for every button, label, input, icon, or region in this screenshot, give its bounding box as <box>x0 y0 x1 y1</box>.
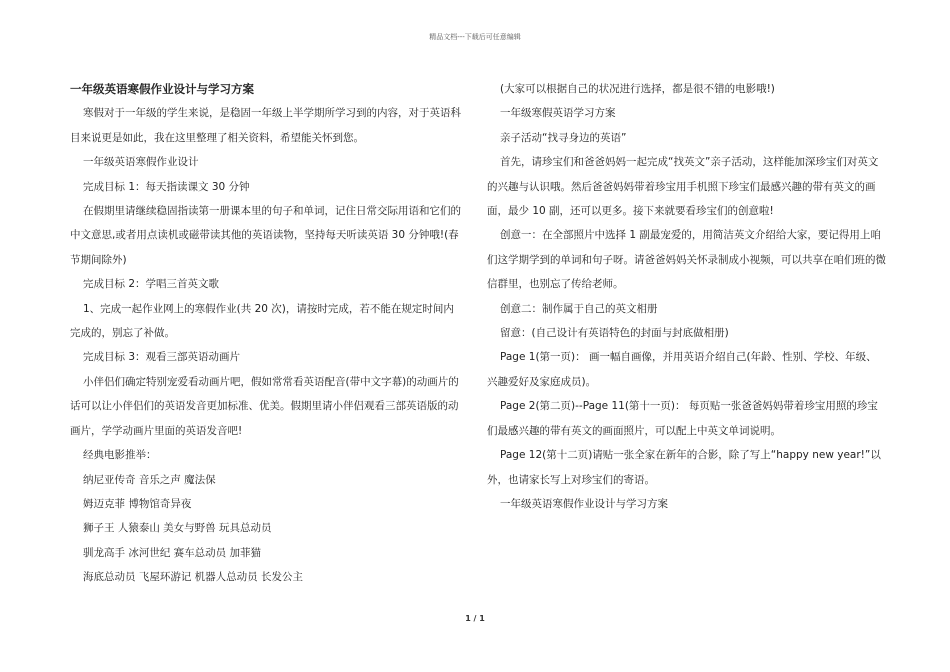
paragraph: 寒假对于一年级的学生来说，是稳固一年级上半学期所学习到的内容，对于英语科目来说更是如此，我在这里整理了相关资料，希望能关怀到您。 <box>70 107 461 144</box>
section-heading: 一年级寒假英语学习方案 <box>500 107 616 120</box>
left-column <box>70 77 462 590</box>
movie-list-line: 驯龙高手 冰河世纪 赛车总动员 加菲猫 <box>83 546 262 559</box>
header-note: 精品文档---下载后可任意编辑 <box>429 33 521 41</box>
section-heading: 一年级英语寒假作业设计 <box>83 156 199 169</box>
goal-heading: 完成目标 3：观看三部英语动画片 <box>83 351 241 364</box>
paragraph: 留意：(自己设计有英语特色的封面与封底做相册) <box>500 327 729 340</box>
page-number: 1 / 1 <box>465 614 485 623</box>
movie-list-line: 海底总动员 飞屋环游记 机器人总动员 长发公主 <box>83 571 304 584</box>
activity-heading: 创意二：制作属于自己的英文相册 <box>500 302 658 315</box>
movie-list-heading: 经典电影推举： <box>83 449 157 462</box>
movie-list-line: 纳尼亚传奇 音乐之声 魔法保 <box>83 473 216 486</box>
paragraph: Page 2(第二页)--Page 11(第十一页)： 每页贴一张爸爸妈妈带着珍宝用照的珍宝们最感兴趣的带有英文的画面照片，可以配上中英文单词说明。 <box>487 400 878 437</box>
activity-heading: 亲子活动“找寻身边的英语” <box>500 131 627 144</box>
paragraph: Page 1(第一页)： 画一幅自画像，并用英语介绍自己(年龄、性别、学校、年级、兴趣爱好及家庭成员)。 <box>487 351 877 388</box>
document-title: 一年级英语寒假作业设计与学习方案 <box>70 82 254 96</box>
paragraph: 小伴侣们确定特别宠爱看动画片吧，假如常常看英语配音(带中文字幕)的动画片的话可以让小伴侣们的英语发音更加标准、优美。假期里请小伴侣观看三部英语版的动画片，学学动画片里面的英语发音吧! <box>70 375 459 437</box>
paragraph: Page 12(第十二页)请贴一张全家在新年的合影，除了写上“happy new year!”以外，也请家长写上对珍宝们的寄语。 <box>487 449 881 486</box>
paragraph: 首先，请珍宝们和爸爸妈妈一起完成“找英文”亲子活动，这样能加深珍宝们对英文的兴趣与认识哦。然后爸爸妈妈带着珍宝用手机照下珍宝们最感兴趣的带有英文的画面，最少 10 副，还可以更多。接下来就要看珍宝们的创意啦! <box>487 156 879 218</box>
paragraph: 1、完成一起作业网上的寒假作业(共 20 次)，请按时完成，若不能在规定时间内完成的，别忘了补做。 <box>70 302 454 340</box>
paragraph: (大家可以根据自己的状况进行选择，都是很不错的电影哦!) <box>500 83 775 95</box>
goal-heading: 完成目标 1：每天指读课文 30 分钟 <box>83 180 250 193</box>
goal-heading: 完成目标 2：学唱三首英文歌 <box>83 278 220 291</box>
movie-list-line: 狮子王 人猿泰山 美女与野兽 玩具总动员 <box>83 522 272 535</box>
closing-title: 一年级英语寒假作业设计与学习方案 <box>500 497 668 510</box>
right-column <box>487 77 887 516</box>
paragraph: 在假期里请继续稳固指读第一册课本里的句子和单词，记住日常交际用语和它们的中文意思,或者用点读机或磁带读其他的英语读物，坚持每天听读英语 30 分钟哦!(春节期间除外) <box>70 205 461 266</box>
paragraph: 创意一：在全部照片中选择 1 副最宠爱的，用简洁英文介绍给大家，要记得用上咱们这学期学到的单词和句子呀。请爸爸妈妈关怀录制成小视频，可以共享在咱们班的微信群里，也别忘了传给老师。 <box>487 229 886 291</box>
movie-list-line: 姆迈克菲 博物馆奇异夜 <box>83 497 192 510</box>
